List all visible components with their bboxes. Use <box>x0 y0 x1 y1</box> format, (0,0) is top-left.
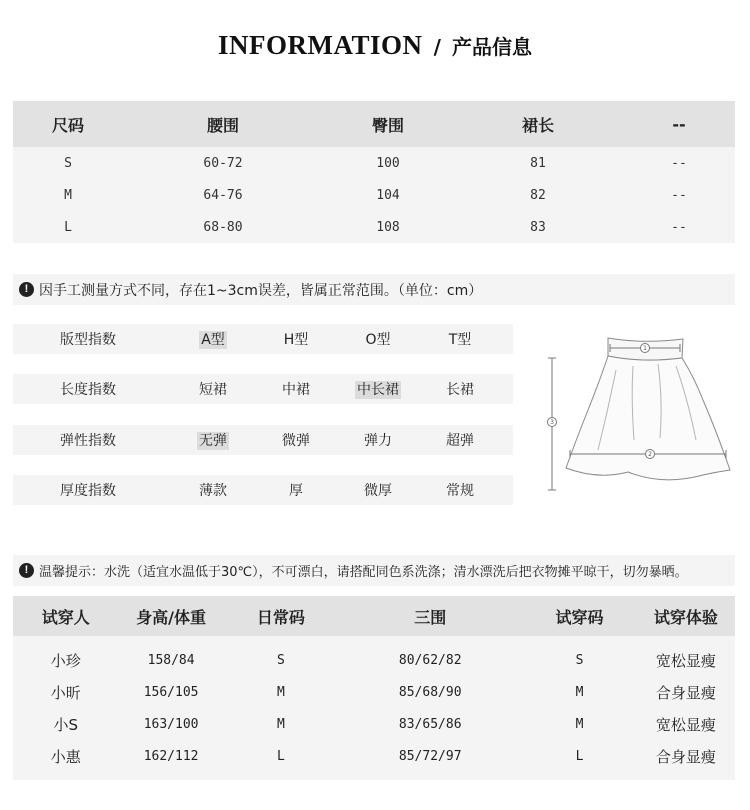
cell-height-weight: 163/100 <box>143 716 199 732</box>
header-daily-size: 日常码 <box>256 607 305 627</box>
cell-hip: 108 <box>376 219 400 235</box>
care-note-text: 温馨提示：水洗（适宜水温低于30℃），不可漂白，请搭配同色系洗涤；清水漂洗后把衣物摊平晾干，切勿暴晒。 <box>39 565 688 580</box>
cell-size: S <box>64 155 72 171</box>
index-option: 超弹 <box>446 433 474 449</box>
index-option: 厚 <box>289 483 303 499</box>
index-option: 中裙 <box>282 382 310 398</box>
cell-tried-size: M <box>575 716 584 732</box>
diagram-label: 1 <box>643 345 647 352</box>
cell-tried-size: S <box>575 652 584 668</box>
header-extra: -- <box>672 114 686 134</box>
header-length: 裙长 <box>521 115 554 135</box>
index-option: 常规 <box>446 483 474 499</box>
index-option: 微厚 <box>364 483 392 499</box>
measurement-note <box>13 274 735 305</box>
header-measurements: 三围 <box>414 607 447 627</box>
header-height-weight: 身高/体重 <box>136 607 207 627</box>
cell-experience: 合身显瘦 <box>655 747 716 766</box>
index-option: A型 <box>201 332 225 348</box>
fitting-table-header <box>13 596 735 636</box>
title-separator: / <box>433 35 441 59</box>
cell-length: 81 <box>530 155 546 171</box>
cell-size: L <box>64 219 72 235</box>
cell-extra: -- <box>671 219 687 235</box>
diagram-label: 3 <box>550 419 554 426</box>
table-row <box>13 676 735 708</box>
index-option: 微弹 <box>282 433 310 449</box>
skirt-measurement-icon <box>538 330 738 510</box>
cell-length: 82 <box>530 187 546 203</box>
index-label: 弹性指数 <box>60 433 116 449</box>
index-row-length <box>13 374 513 404</box>
header-hip: 臀围 <box>371 115 404 135</box>
exclamation-icon: ! <box>19 282 34 297</box>
index-option: 薄款 <box>199 483 227 499</box>
index-option: 无弹 <box>199 433 227 449</box>
cell-experience: 宽松显瘦 <box>655 651 716 670</box>
index-option: O型 <box>365 332 391 348</box>
cell-daily-size: L <box>276 748 285 764</box>
cell-waist: 60-72 <box>203 155 243 171</box>
cell-tester: 小珍 <box>50 651 81 670</box>
cell-length: 83 <box>530 219 546 235</box>
cell-waist: 68-80 <box>203 219 243 235</box>
table-row <box>13 179 735 211</box>
cell-size: M <box>64 187 72 203</box>
cell-measurements: 85/68/90 <box>398 684 462 700</box>
index-option: 短裙 <box>199 382 227 398</box>
cell-daily-size: M <box>276 716 285 732</box>
cell-experience: 合身显瘦 <box>655 683 716 702</box>
table-row <box>13 644 735 676</box>
cell-tried-size: L <box>575 748 584 764</box>
cell-tester: 小昕 <box>50 683 81 702</box>
cell-tester: 小S <box>53 715 78 734</box>
index-label: 版型指数 <box>60 332 116 348</box>
index-row-elasticity <box>13 425 513 455</box>
cell-height-weight: 158/84 <box>147 652 195 668</box>
index-row-thickness <box>13 475 513 505</box>
exclamation-icon: ! <box>19 563 34 578</box>
title-chinese: 产品信息 <box>452 35 532 59</box>
cell-height-weight: 156/105 <box>143 684 199 700</box>
cell-measurements: 83/65/86 <box>398 716 462 732</box>
header-tried-size: 试穿码 <box>555 607 604 627</box>
header-waist: 腰围 <box>206 115 239 135</box>
measurement-note-text: 因手工测量方式不同，存在1~3cm误差，皆属正常范围。（单位：cm） <box>39 282 483 299</box>
care-note <box>13 555 735 586</box>
index-row-fit <box>13 324 513 354</box>
index-option: 弹力 <box>364 433 392 449</box>
index-option: H型 <box>283 332 309 348</box>
cell-tester: 小惠 <box>50 747 81 766</box>
header-tester: 试穿人 <box>41 607 90 627</box>
fitting-table <box>13 596 735 780</box>
size-table-header <box>13 101 735 147</box>
cell-extra: -- <box>671 187 687 203</box>
cell-hip: 100 <box>376 155 400 171</box>
page-title <box>0 30 750 61</box>
cell-waist: 64-76 <box>203 187 243 203</box>
cell-measurements: 85/72/97 <box>398 748 462 764</box>
diagram-label: 2 <box>648 451 652 458</box>
cell-hip: 104 <box>376 187 400 203</box>
cell-extra: -- <box>671 155 687 171</box>
header-size: 尺码 <box>51 115 84 135</box>
cell-experience: 宽松显瘦 <box>655 715 716 734</box>
table-row <box>13 147 735 179</box>
table-row <box>13 740 735 772</box>
cell-daily-size: S <box>276 652 285 668</box>
title-english: INFORMATION <box>218 30 423 60</box>
index-label: 长度指数 <box>60 382 116 398</box>
table-row <box>13 708 735 740</box>
index-label: 厚度指数 <box>60 483 116 499</box>
size-table <box>13 101 735 243</box>
index-option: 长裙 <box>446 382 474 398</box>
index-option: T型 <box>448 332 472 348</box>
header-experience: 试穿体验 <box>653 607 718 627</box>
cell-daily-size: M <box>276 684 285 700</box>
cell-measurements: 80/62/82 <box>398 652 462 668</box>
table-row <box>13 211 735 243</box>
index-option: 中长裙 <box>357 382 399 398</box>
cell-tried-size: M <box>575 684 584 700</box>
cell-height-weight: 162/112 <box>143 748 199 764</box>
